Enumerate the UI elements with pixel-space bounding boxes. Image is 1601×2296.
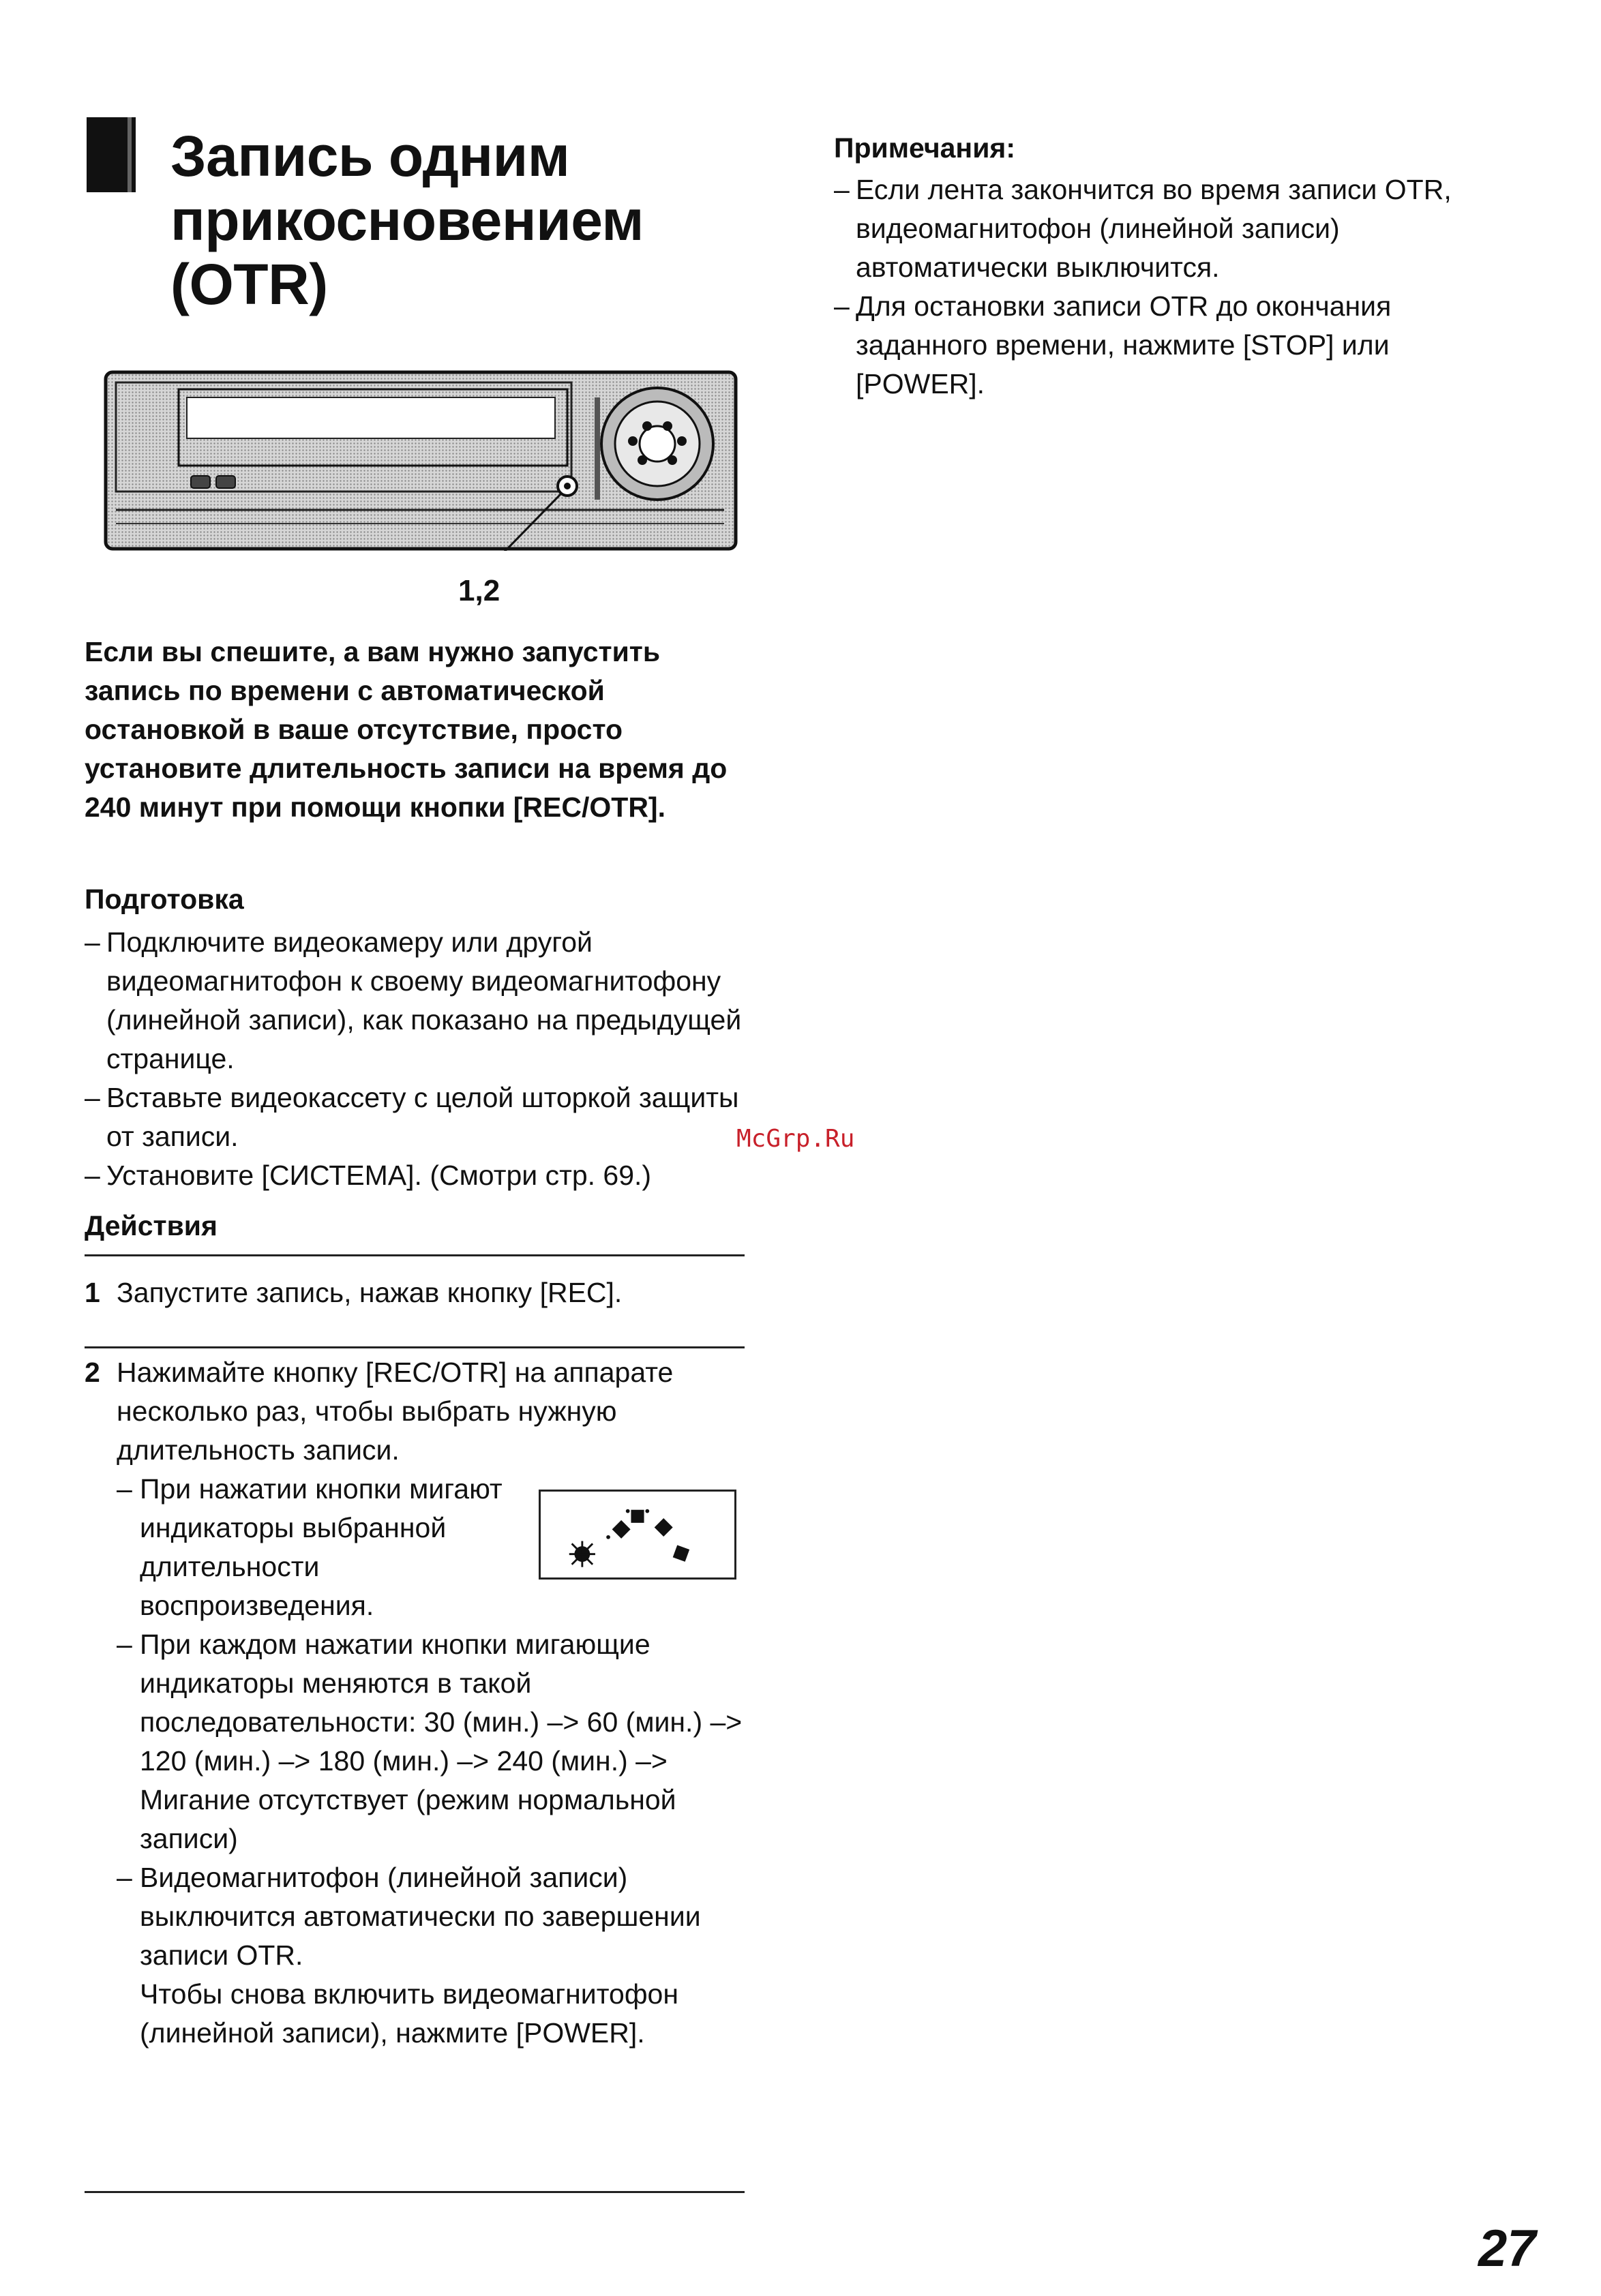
list-item: – Если лента закончится во время записи OTR, видеомагнитофон (линейной записи) автоматически выключится. <box>834 170 1523 287</box>
page-title-line-1: Запись одним <box>170 124 570 188</box>
list-item: – Для остановки записи OTR до окончания заданного времени, нажмите [STOP] или [POWER]. <box>834 287 1523 404</box>
page-title <box>170 124 770 316</box>
section-divider <box>85 1254 745 1256</box>
step-number: 2 <box>85 1357 100 1388</box>
step-2 <box>85 1353 753 2053</box>
section-divider <box>85 2191 745 2193</box>
notes-list <box>834 170 1523 404</box>
list-item: – Подключите видеокамеру или другой видеомагнитофон к своему видеомагнитофону (линейной записи), как показано на предыдущей странице. <box>85 923 753 1078</box>
duration-indicator-illustration <box>539 1490 736 1580</box>
notes-heading: Примечания: <box>834 132 1015 164</box>
sub-text-continued: Чтобы снова включить видеомагнитофон (линейной записи), нажмите [POWER]. <box>140 1978 678 2049</box>
sub-text: Видеомагнитофон (линейной записи) выключится автоматически по завершении записи OTR. <box>140 1862 701 1971</box>
page-title-line-2: прикосновением <box>170 188 644 252</box>
preparation-heading: Подготовка <box>85 883 244 915</box>
vcr-front-panel-illustration <box>104 370 738 551</box>
page-number: 27 <box>1478 2220 1536 2278</box>
page-title-line-3: (OTR) <box>170 252 328 316</box>
watermark-text: McGrp.Ru <box>736 1125 855 1153</box>
step-text: Запустите запись, нажав кнопку [REC]. <box>117 1277 623 1308</box>
intro-paragraph: Если вы спешите, а вам нужно запустить запись по времени с автоматической остановкой в ваше отсутствие, просто установите длительность записи на время до 240 минут при помощи кнопки [REC/OTR]. <box>85 636 728 823</box>
list-item <box>117 1858 747 2053</box>
section-divider <box>85 1346 745 1348</box>
list-item: – Вставьте видеокассету с целой шторкой защиты от записи. <box>85 1078 753 1156</box>
list-item: – При каждом нажатии кнопки мигающие индикаторы меняются в такой последовательности: 30 (мин.) –> 60 (мин.) –> 120 (мин.) –> 180 (мин.) –> 240 (мин.) –> Мигание отсутствует (режим нормальной записи) <box>117 1625 747 1858</box>
actions-heading: Действия <box>85 1210 218 1241</box>
step-number: 1 <box>85 1277 100 1308</box>
step-text <box>117 1353 753 1470</box>
preparation-list <box>85 923 753 1195</box>
step-2-main-text: Нажимайте кнопку [REC/OTR] на аппарате несколько раз, чтобы выбрать нужную длительность записи. <box>117 1357 674 1466</box>
title-marker-bar <box>87 117 136 192</box>
list-item: – Установите [СИСТЕМА]. (Смотри стр. 69.) <box>85 1156 753 1195</box>
figure-callout-label: 1,2 <box>458 574 500 607</box>
list-item: – При нажатии кнопки мигают индикаторы выбранной длительности воспроизведения. <box>117 1470 535 1625</box>
step-1 <box>85 1273 753 1312</box>
